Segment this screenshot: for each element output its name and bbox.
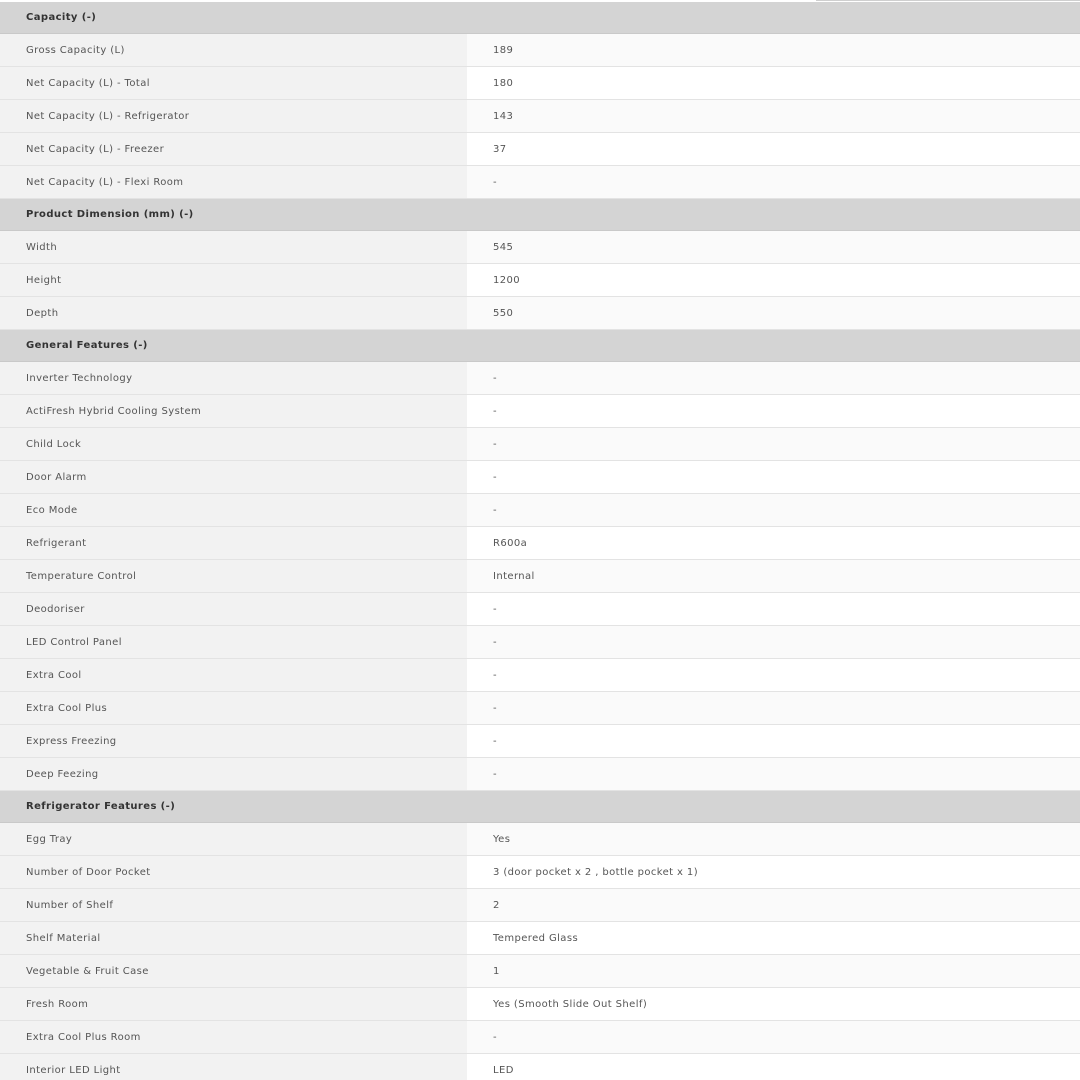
spec-row: [0, 560, 1080, 593]
spec-label: Inverter Technology: [0, 362, 467, 394]
spec-row: [0, 988, 1080, 1021]
spec-value: -: [467, 626, 1080, 658]
spec-row: [0, 231, 1080, 264]
spec-value: -: [467, 1021, 1080, 1053]
spec-row: [0, 593, 1080, 626]
spec-label: Number of Shelf: [0, 889, 467, 921]
spec-label: LED Control Panel: [0, 626, 467, 658]
spec-row: [0, 1021, 1080, 1054]
spec-row: [0, 67, 1080, 100]
spec-label: Extra Cool Plus Room: [0, 1021, 467, 1053]
spec-row: [0, 297, 1080, 330]
spec-label: Net Capacity (L) - Refrigerator: [0, 100, 467, 132]
spec-value: 1200: [467, 264, 1080, 296]
spec-row: [0, 34, 1080, 67]
spec-value: 1: [467, 955, 1080, 987]
spec-row: [0, 889, 1080, 922]
spec-row: [0, 461, 1080, 494]
spec-value: 189: [467, 34, 1080, 66]
spec-label: Refrigerant: [0, 527, 467, 559]
spec-value: -: [467, 395, 1080, 427]
section-body-refrigerator-features: [0, 823, 1080, 1080]
spec-value: -: [467, 593, 1080, 625]
spec-row: [0, 133, 1080, 166]
spec-row: [0, 692, 1080, 725]
spec-value: -: [467, 166, 1080, 198]
spec-label: Temperature Control: [0, 560, 467, 592]
spec-label: Net Capacity (L) - Freezer: [0, 133, 467, 165]
spec-label: Shelf Material: [0, 922, 467, 954]
spec-value: 143: [467, 100, 1080, 132]
spec-label: Net Capacity (L) - Flexi Room: [0, 166, 467, 198]
spec-value: -: [467, 428, 1080, 460]
spec-row: [0, 428, 1080, 461]
spec-label: Depth: [0, 297, 467, 329]
section-body-general-features: [0, 362, 1080, 791]
spec-label: Fresh Room: [0, 988, 467, 1020]
spec-row: [0, 823, 1080, 856]
spec-value: -: [467, 362, 1080, 394]
spec-label: Deodoriser: [0, 593, 467, 625]
spec-label: Net Capacity (L) - Total: [0, 67, 467, 99]
spec-label: Number of Door Pocket: [0, 856, 467, 888]
section-header-general-features[interactable]: General Features (-): [0, 330, 1080, 362]
spec-row: [0, 758, 1080, 791]
spec-row: [0, 264, 1080, 297]
spec-row: [0, 395, 1080, 428]
spec-row: [0, 494, 1080, 527]
spec-label: Deep Feezing: [0, 758, 467, 790]
spec-label: Width: [0, 231, 467, 263]
spec-label: Egg Tray: [0, 823, 467, 855]
section-body-product-dimension: [0, 231, 1080, 330]
spec-value: -: [467, 758, 1080, 790]
spec-label: Eco Mode: [0, 494, 467, 526]
spec-value: -: [467, 692, 1080, 724]
spec-value: LED: [467, 1054, 1080, 1080]
spec-value: Yes (Smooth Slide Out Shelf): [467, 988, 1080, 1020]
spec-row: [0, 659, 1080, 692]
spec-row: [0, 856, 1080, 889]
spec-label: Child Lock: [0, 428, 467, 460]
spec-label: ActiFresh Hybrid Cooling System: [0, 395, 467, 427]
spec-row: [0, 922, 1080, 955]
spec-row: [0, 166, 1080, 199]
section-header-capacity[interactable]: Capacity (-): [0, 2, 1080, 34]
section-body-capacity: [0, 34, 1080, 199]
spec-value: -: [467, 494, 1080, 526]
spec-row: [0, 955, 1080, 988]
spec-value: Internal: [467, 560, 1080, 592]
spec-value: -: [467, 461, 1080, 493]
spec-value: 3 (door pocket x 2 , bottle pocket x 1): [467, 856, 1080, 888]
spec-row: [0, 1054, 1080, 1080]
spec-value: -: [467, 725, 1080, 757]
spec-value: 2: [467, 889, 1080, 921]
spec-value: 180: [467, 67, 1080, 99]
spec-value: -: [467, 659, 1080, 691]
spec-value: Yes: [467, 823, 1080, 855]
spec-label: Express Freezing: [0, 725, 467, 757]
spec-row: [0, 527, 1080, 560]
spec-label: Height: [0, 264, 467, 296]
spec-value: 550: [467, 297, 1080, 329]
spec-label: Interior LED Light: [0, 1054, 467, 1080]
section-header-product-dimension[interactable]: Product Dimension (mm) (-): [0, 199, 1080, 231]
spec-row: [0, 626, 1080, 659]
section-header-refrigerator-features[interactable]: Refrigerator Features (-): [0, 791, 1080, 823]
spec-label: Door Alarm: [0, 461, 467, 493]
spec-row: [0, 100, 1080, 133]
spec-table: [0, 2, 1080, 1080]
spec-label: Extra Cool Plus: [0, 692, 467, 724]
spec-value: R600a: [467, 527, 1080, 559]
spec-row: [0, 362, 1080, 395]
spec-row: [0, 725, 1080, 758]
spec-label: Gross Capacity (L): [0, 34, 467, 66]
spec-value: 545: [467, 231, 1080, 263]
spec-value: 37: [467, 133, 1080, 165]
spec-label: Vegetable & Fruit Case: [0, 955, 467, 987]
spec-label: Extra Cool: [0, 659, 467, 691]
spec-value: Tempered Glass: [467, 922, 1080, 954]
